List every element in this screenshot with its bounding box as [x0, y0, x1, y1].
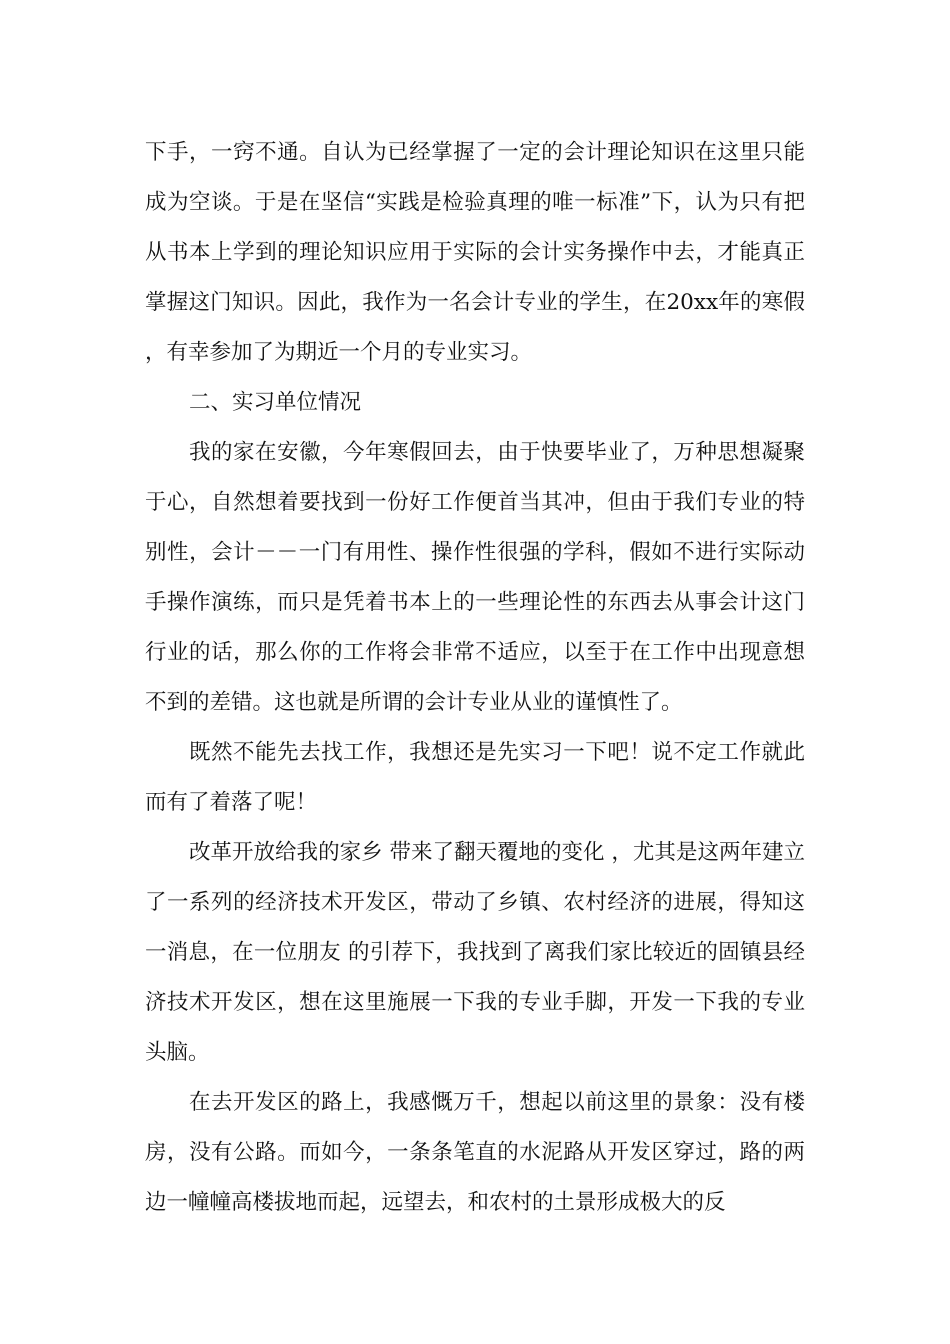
paragraph-intro-continued: 下手，一窍不通。自认为已经掌握了一定的会计理论知识在这里只能成为空谈。于是在坚信“实践是检验真理的唯一标准”下，认为只有把从书本上学到的理论知识应用于实际的会计实务操作中去，才能真正掌握这门知识。因此，我作为一名会计专业的学生，在20xx年的寒假 ，有幸参加了为期近一个月的专业实习。: [145, 140, 805, 365]
paragraph-hometown: 我的家在安徽，今年寒假回去，由于快要毕业了，万种思想凝聚于心，自然想着要找到一份好工作便首当其冲，但由于我们专业的特别性，会计－－一门有用性、操作性很强的学科，假如不进行实际动手操作演练，而只是凭着书本上的一些理论性的东西去从事会计这门行业的话，那么你的工作将会非常不适应，以至于在工作中出现意想不到的差错。这也就是所谓的会计专业从业的谨慎性了。: [145, 440, 805, 715]
document-body: [145, 128, 805, 1228]
paragraph-reform: 改革开放给我的家乡 带来了翻天覆地的变化 ，尤其是这两年建立了一系列的经济技术开发区，带动了乡镇、农村经济的进展，得知这一消息，在一位朋友 的引荐下，我找到了离我们家比较近的固镇县经济技术开发区，想在这里施展一下我的专业手脚，开发一下我的专业头脑。: [145, 840, 805, 1065]
section-heading-internship-unit: 二、实习单位情况: [189, 390, 362, 415]
paragraph-road: 在去开发区的路上，我感慨万千，想起以前这里的景象：没有楼房，没有公路。而如今，一条条笔直的水泥路从开发区穿过，路的两边一幢幢高楼拔地而起，远望去，和农村的土景形成极大的反: [145, 1090, 805, 1215]
paragraph-decision: 既然不能先去找工作，我想还是先实习一下吧！说不定工作就此而有了着落了呢！: [145, 740, 805, 815]
